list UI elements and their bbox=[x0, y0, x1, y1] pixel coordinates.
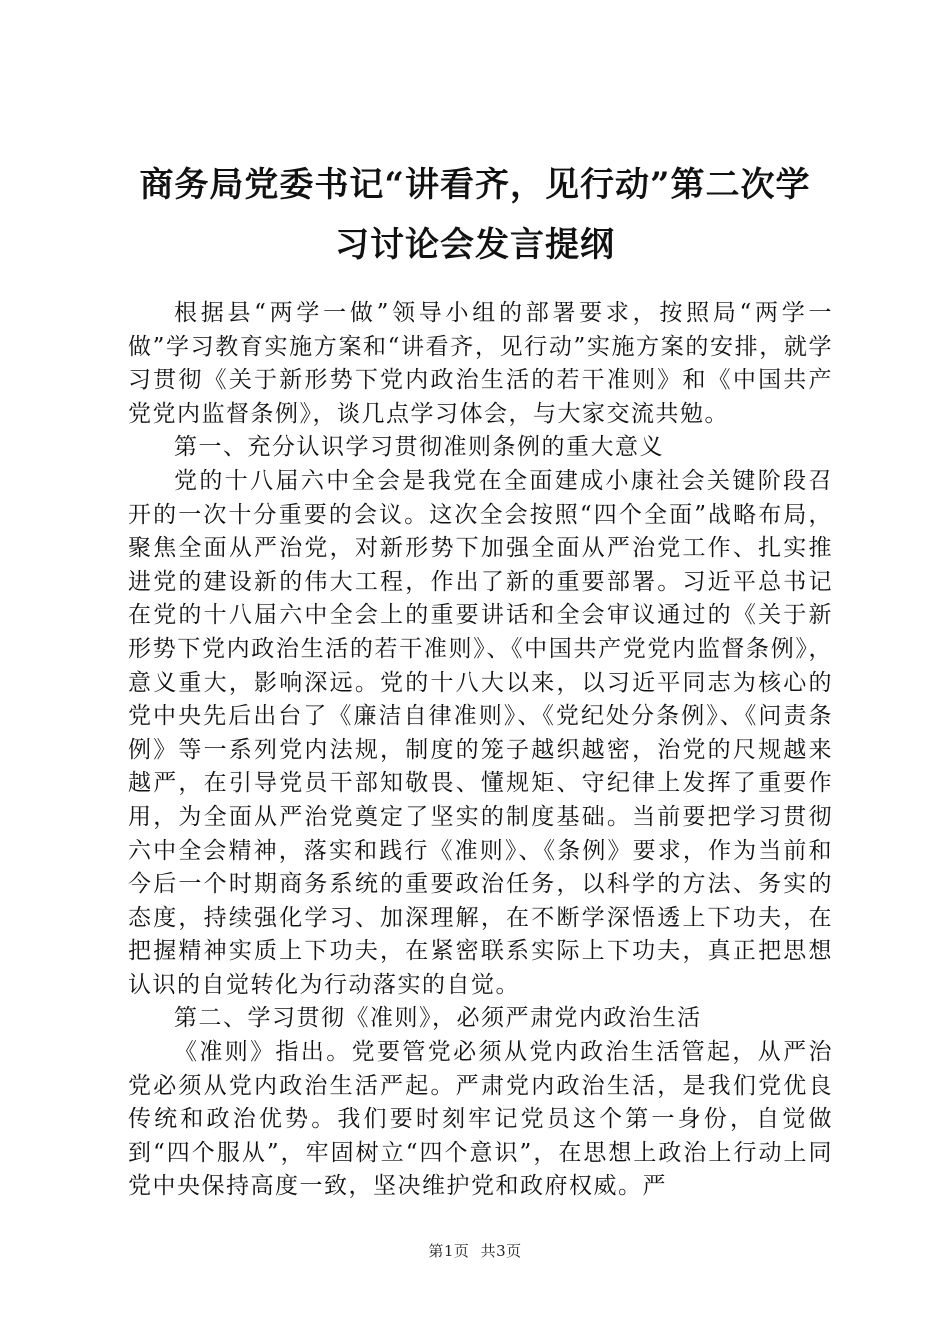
document-title bbox=[110, 155, 840, 275]
document-body bbox=[128, 297, 833, 1204]
section-heading-2: 第二、学习贯彻《准则》，必须严肃党内政治生活 bbox=[174, 1005, 702, 1032]
title-line-2: 习讨论会发言提纲 bbox=[335, 225, 615, 265]
section-1-paragraph: 党的十八届六中全会是我党在全面建成小康社会关键阶段召开的一次十分重要的会议。这次全会按照“四个全面”战略布局，聚焦全面从严治党，对新形势下加强全面从严治党工作、扎实推进党的建设新的伟大工程，作出了新的重要部署。习近平总书记在党的十八届六中全会上的重要讲话和全会审议通过的《关于新形势下党内政治生活的若干准则》、《中国共产党党内监督条例》，意义重大，影响深远。党的十八大以来，以习近平同志为核心的党中央先后出台了《廉洁自律准则》、《党纪处分条例》、《问责条例》等一系列党内法规，制度的笼子越织越密，治党的尺规越来越严，在引导党员干部知敬畏、懂规矩、守纪律上发挥了重要作用，为全面从严治党奠定了坚实的制度基础。当前要把学习贯彻六中全会精神，落实和践行《准则》、《条例》要求，作为当前和今后一个时期商务系统的重要政治任务，以科学的方法、务实的态度，持续强化学习、加深理解，在不断学深悟透上下功夫，在把握精神实质上下功夫，在紧密联系实际上下功夫，真正把思想认识的自觉转化为行动落实的自觉。 bbox=[128, 467, 833, 998]
page-total: 共3页 bbox=[480, 1242, 522, 1260]
section-heading-1: 第一、充分认识学习贯彻准则条例的重大意义 bbox=[174, 434, 664, 461]
title-line-1: 商务局党委书记“讲看齐，见行动”第二次学 bbox=[139, 165, 811, 205]
intro-paragraph: 根据县“两学一做”领导小组的部署要求，按照局“两学一做”学习教育实施方案和“讲看齐，见行动”实施方案的安排，就学习贯彻《关于新形势下党内政治生活的若干准则》和《中国共产党党内监督条例》，谈几点学习体会，与大家交流共勉。 bbox=[128, 300, 833, 427]
page-number: 第1页 bbox=[428, 1242, 470, 1260]
page-footer bbox=[0, 1240, 950, 1261]
section-2-paragraph: 《准则》指出。党要管党必须从党内政治生活管起，从严治党必须从党内政治生活严起。严肃党内政治生活，是我们党优良传统和政治优势。我们要时刻牢记党员这个第一身份，自觉做到“四个服从”，牢固树立“四个意识”，在思想上政治上行动上同党中央保持高度一致，坚决维护党和政府权威。严 bbox=[128, 1039, 833, 1200]
